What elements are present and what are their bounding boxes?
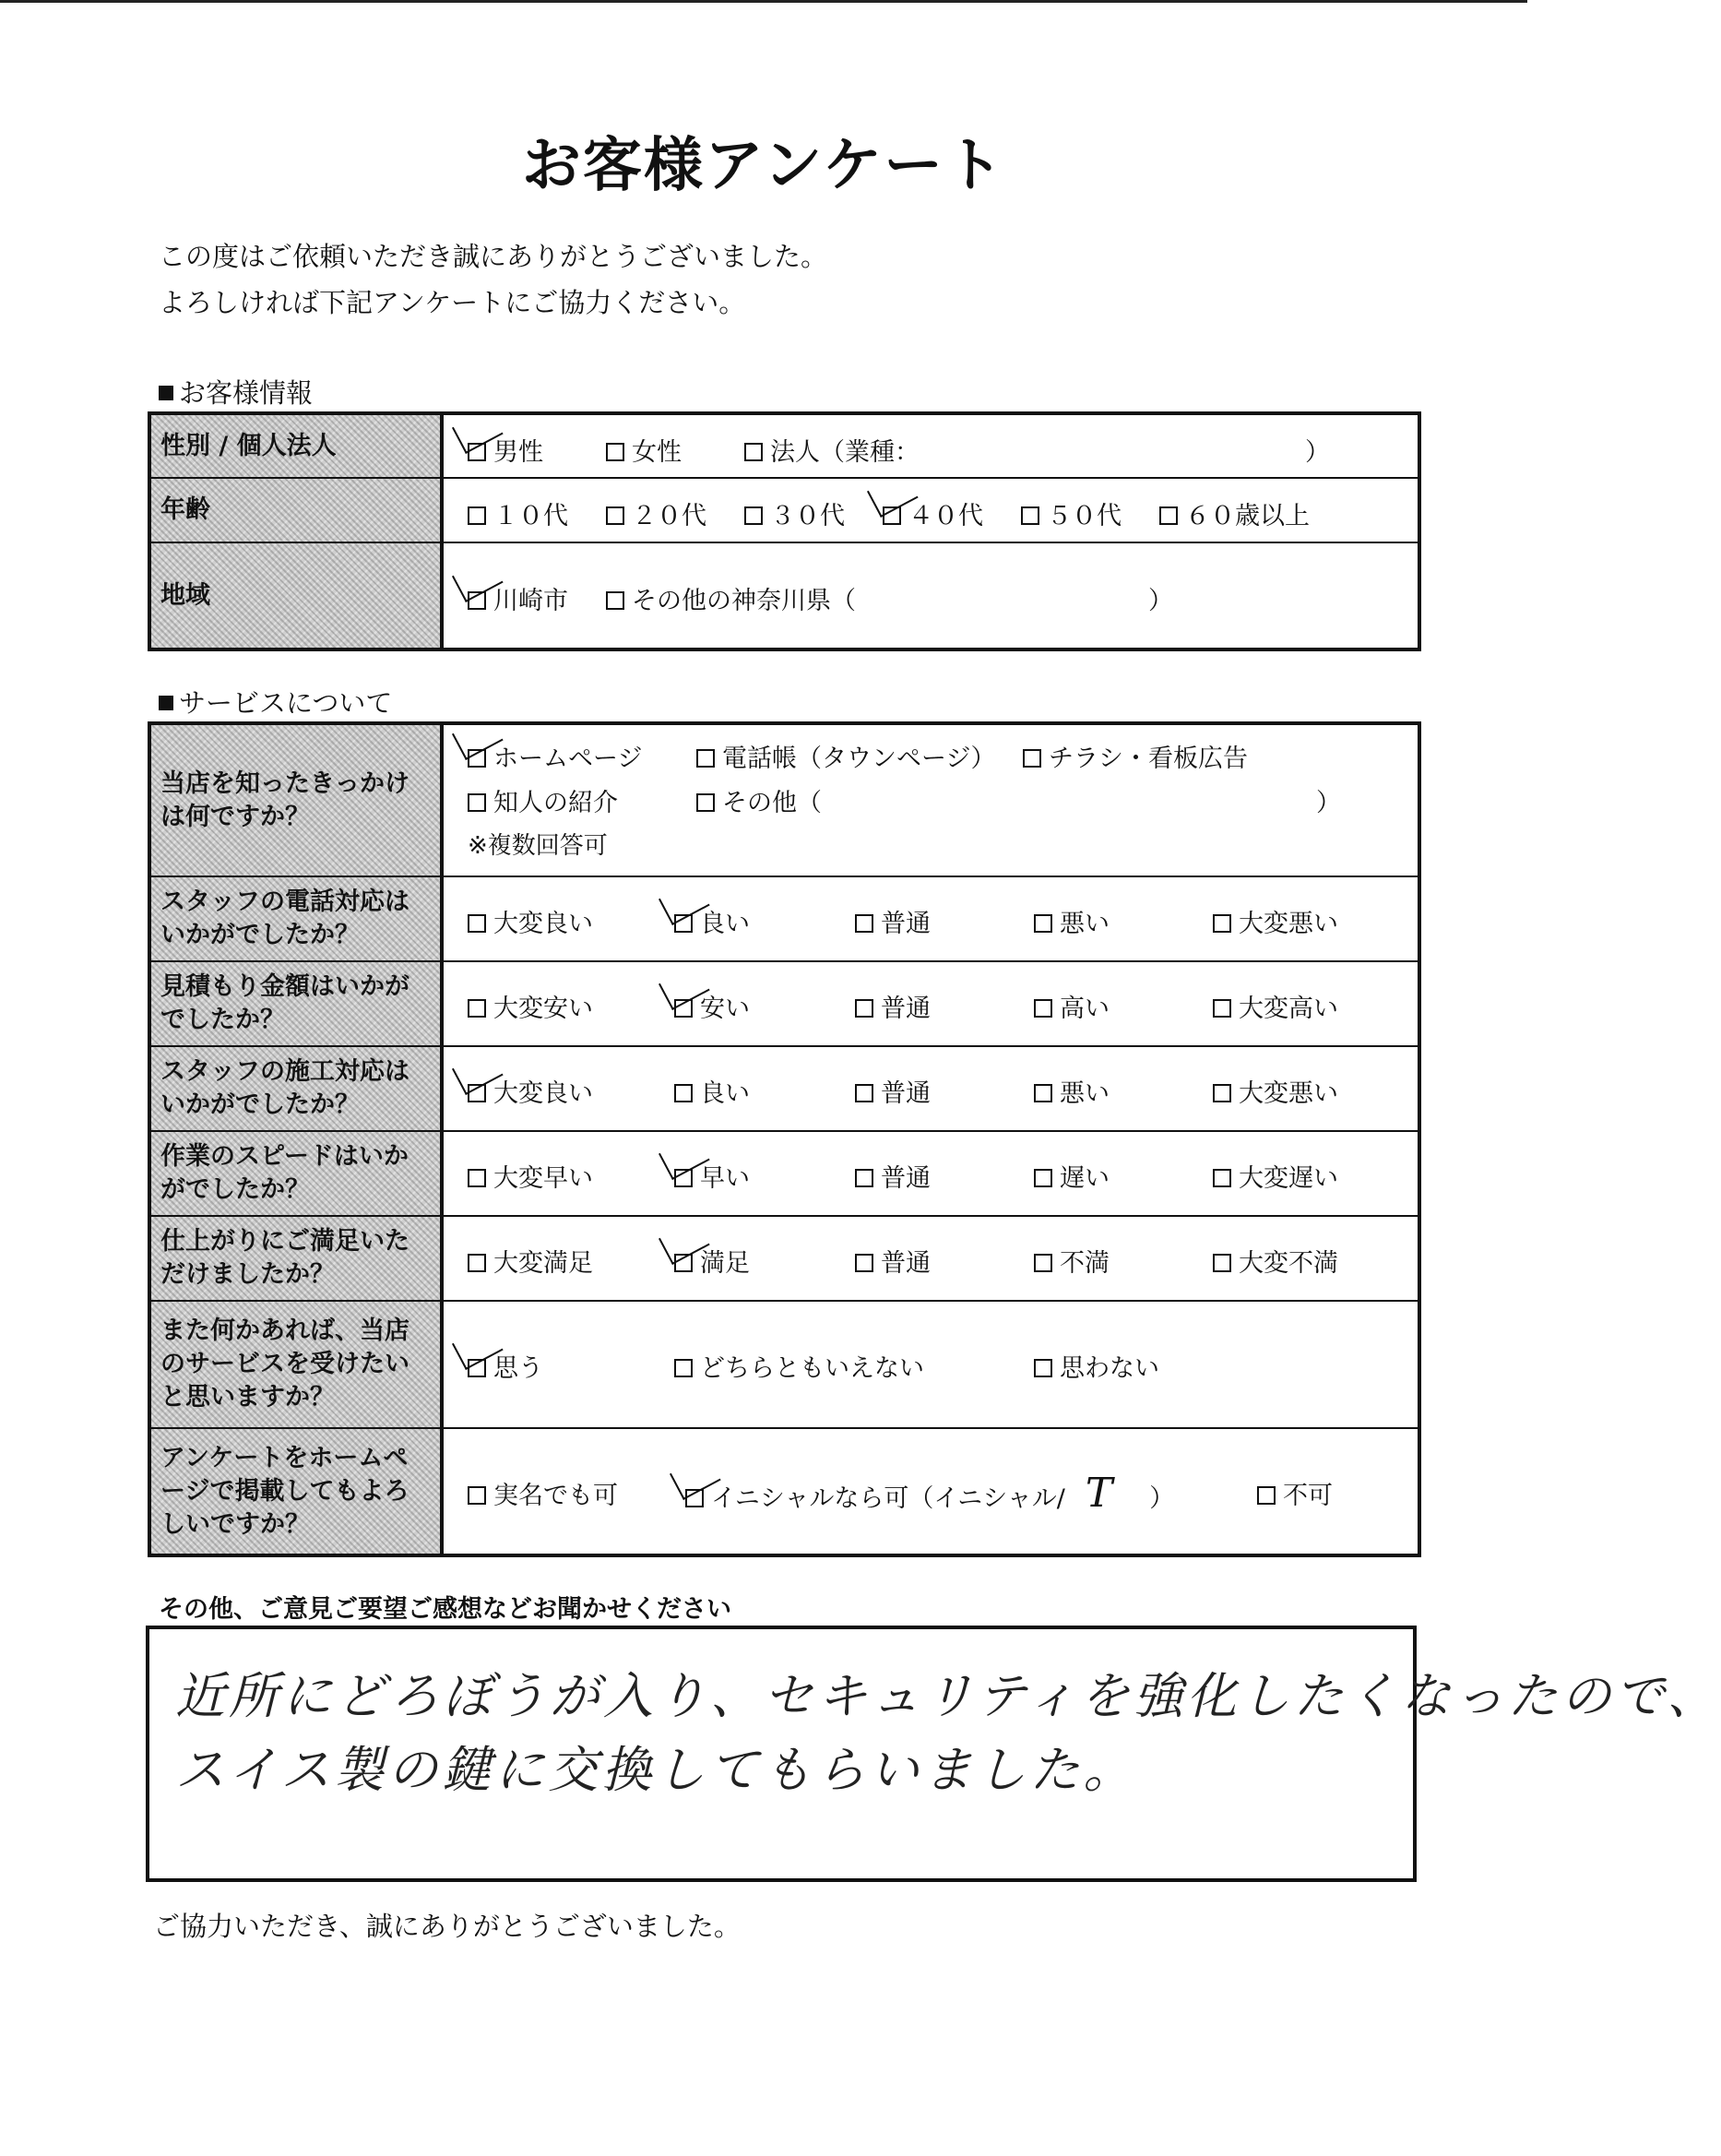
checkbox-icon[interactable] — [855, 999, 873, 1018]
page-title: お客様アンケート — [521, 132, 1006, 200]
option-other-kanagawa[interactable]: その他の神奈川県（ — [606, 580, 856, 616]
option-kawasaki[interactable]: 川崎市 — [468, 580, 568, 616]
options-q3 — [442, 961, 1419, 1046]
checkbox-checked-icon[interactable] — [468, 591, 486, 610]
intro-line-2: よろしければ下記アンケートにご協力ください。 — [159, 287, 746, 318]
option-slow[interactable]: 遅い — [1034, 1158, 1110, 1194]
option-corporate[interactable]: 法人（業種： — [744, 432, 920, 468]
checkbox-checked-icon[interactable] — [883, 506, 901, 525]
option-very-good[interactable]: 大変良い — [468, 1073, 593, 1109]
option-fast[interactable]: 早い — [674, 1158, 750, 1194]
option-very-good[interactable]: 大変良い — [468, 903, 593, 939]
option-age-20s[interactable]: ２０代 — [606, 495, 706, 531]
label-q7: また何かあれば、当店 のサービスを受けたい と思いますか？ — [149, 1301, 442, 1428]
label-q8: アンケートをホームペ ージで掲載してもよろ しいですか？ — [149, 1428, 442, 1555]
options-age — [442, 478, 1419, 542]
checkbox-icon[interactable] — [468, 1254, 486, 1272]
option-yes[interactable]: 思う — [468, 1348, 543, 1384]
option-referral[interactable]: 知人の紹介 — [468, 782, 618, 818]
label-q6: 仕上がりにご満足いた だけましたか？ — [149, 1216, 442, 1301]
comments-heading: その他、ご意見ご要望ご感想などお聞かせください — [159, 1595, 731, 1624]
checkbox-icon[interactable] — [468, 1169, 486, 1187]
checkbox-checked-icon[interactable] — [674, 999, 693, 1018]
option-very-expensive[interactable]: 大変高い — [1213, 988, 1338, 1024]
option-age-40s[interactable]: ４０代 — [883, 495, 983, 531]
checkbox-icon[interactable] — [744, 506, 763, 525]
label-q1: 当店を知ったきっかけ は何ですか？ — [149, 723, 442, 876]
checkbox-icon[interactable] — [468, 1486, 486, 1505]
option-normal[interactable]: 普通 — [855, 1158, 931, 1194]
option-dissatisfied[interactable]: 不満 — [1034, 1243, 1110, 1279]
option-neither[interactable]: どちらともいえない — [674, 1348, 924, 1384]
intro-line-1: この度はご依頼いただき誠にありがとうございました。 — [159, 241, 828, 272]
closing-paren: ） — [1148, 587, 1173, 615]
label-age: 年齢 — [149, 478, 442, 542]
option-normal[interactable]: 普通 — [855, 903, 931, 939]
section-heading-service — [159, 683, 392, 721]
options-q6 — [442, 1216, 1419, 1301]
row-q8 — [149, 1428, 1419, 1555]
label-q3: 見積もり金額はいかが でしたか？ — [149, 961, 442, 1046]
row-q7 — [149, 1301, 1419, 1428]
checkbox-icon[interactable] — [1034, 1359, 1052, 1377]
option-phonebook[interactable]: 電話帳（タウンページ） — [696, 738, 995, 774]
row-age — [149, 478, 1419, 542]
checkbox-icon[interactable] — [744, 443, 763, 461]
option-expensive[interactable]: 高い — [1034, 988, 1110, 1024]
checkbox-icon[interactable] — [606, 506, 624, 525]
options-q2 — [442, 876, 1419, 961]
comments-box[interactable] — [146, 1626, 1721, 1882]
checkbox-checked-icon[interactable] — [674, 914, 693, 933]
checkbox-icon[interactable] — [1213, 1084, 1231, 1102]
option-normal[interactable]: 普通 — [855, 988, 931, 1024]
row-q3 — [149, 961, 1419, 1046]
options-q8 — [442, 1428, 1419, 1555]
checkbox-icon[interactable] — [1213, 1169, 1231, 1187]
checkbox-icon[interactable] — [1034, 999, 1052, 1018]
option-female[interactable]: 女性 — [606, 432, 682, 468]
handwritten-comment-line-2: スイス製の鍵に交換してもらいました。 — [175, 1741, 1137, 1799]
closing-paren: ） — [1316, 789, 1341, 817]
row-region — [149, 542, 1419, 649]
checkbox-icon[interactable] — [606, 591, 624, 610]
section-heading-customer-info — [159, 373, 313, 411]
option-bad[interactable]: 悪い — [1034, 1073, 1110, 1109]
checkbox-icon[interactable] — [855, 1169, 873, 1187]
handwritten-initial: T — [1085, 1470, 1113, 1517]
option-very-fast[interactable]: 大変早い — [468, 1158, 593, 1194]
option-good[interactable]: 良い — [674, 1073, 750, 1109]
option-no[interactable]: 思わない — [1034, 1348, 1159, 1384]
checkbox-icon[interactable] — [606, 443, 624, 461]
row-gender — [149, 413, 1419, 478]
checkbox-icon[interactable] — [1213, 1254, 1231, 1272]
checkbox-icon[interactable] — [1159, 506, 1178, 525]
label-q2: スタッフの電話対応は いかがでしたか？ — [149, 876, 442, 961]
checkbox-icon[interactable] — [468, 914, 486, 933]
options-region — [442, 542, 1419, 649]
checkbox-icon[interactable] — [468, 999, 486, 1018]
closing-paren: ） — [1305, 438, 1330, 467]
options-gender — [442, 413, 1419, 478]
checkbox-icon[interactable] — [1034, 1084, 1052, 1102]
label-q4: スタッフの施工対応は いかがでしたか？ — [149, 1046, 442, 1131]
option-age-50s[interactable]: ５０代 — [1021, 495, 1122, 531]
label-q5: 作業のスピードはいか がでしたか？ — [149, 1131, 442, 1216]
checkbox-icon[interactable] — [1023, 749, 1041, 768]
option-very-cheap[interactable]: 大変安い — [468, 988, 593, 1024]
checkbox-icon[interactable] — [855, 1254, 873, 1272]
checkbox-icon[interactable] — [1213, 914, 1231, 933]
checkbox-checked-icon[interactable] — [685, 1489, 704, 1507]
checkbox-icon[interactable] — [855, 914, 873, 933]
checkbox-icon[interactable] — [674, 1359, 693, 1377]
option-satisfied[interactable]: 満足 — [674, 1243, 750, 1279]
checkbox-icon[interactable] — [696, 749, 715, 768]
option-very-bad[interactable]: 大変悪い — [1213, 1073, 1338, 1109]
handwritten-comment-line-1: 近所にどろぼうが入り、セキュリティを強化したくなったので、 — [175, 1667, 1721, 1725]
option-real-name[interactable]: 実名でも可 — [468, 1475, 618, 1511]
option-very-bad[interactable]: 大変悪い — [1213, 903, 1338, 939]
closing-thanks: ご協力いただき、誠にありがとうございました。 — [153, 1911, 741, 1942]
checkbox-icon[interactable] — [468, 793, 486, 812]
option-not-allowed[interactable]: 不可 — [1257, 1475, 1333, 1511]
checkbox-icon[interactable] — [1034, 914, 1052, 933]
option-age-30s[interactable]: ３０代 — [744, 495, 845, 531]
top-border-line — [0, 0, 1527, 3]
section-heading-text: お客様情報 — [179, 377, 314, 409]
row-q1 — [149, 723, 1419, 876]
row-q4 — [149, 1046, 1419, 1131]
option-very-dissatisfied[interactable]: 大変不満 — [1213, 1243, 1338, 1279]
option-initials[interactable]: イニシャルなら可（イニシャル/ T ） — [685, 1470, 1174, 1517]
option-other[interactable]: その他（ — [696, 782, 822, 818]
square-bullet-icon — [159, 696, 173, 710]
checkbox-icon[interactable] — [1034, 1169, 1052, 1187]
option-normal[interactable]: 普通 — [855, 1073, 931, 1109]
checkbox-checked-icon[interactable] — [468, 1084, 486, 1102]
option-age-60plus[interactable]: ６０歳以上 — [1159, 495, 1310, 531]
checkbox-checked-icon[interactable] — [468, 749, 486, 768]
checkbox-icon[interactable] — [696, 793, 715, 812]
option-normal[interactable]: 普通 — [855, 1243, 931, 1279]
option-age-10s[interactable]: １０代 — [468, 495, 568, 531]
checkbox-icon[interactable] — [468, 506, 486, 525]
option-homepage[interactable]: ホームページ — [468, 738, 642, 774]
option-male[interactable]: 男性 — [468, 432, 543, 468]
checkbox-icon[interactable] — [674, 1084, 693, 1102]
checkbox-icon[interactable] — [855, 1084, 873, 1102]
row-q6 — [149, 1216, 1419, 1301]
checkbox-icon[interactable] — [1034, 1254, 1052, 1272]
option-bad[interactable]: 悪い — [1034, 903, 1110, 939]
option-good[interactable]: 良い — [674, 903, 750, 939]
option-very-satisfied[interactable]: 大変満足 — [468, 1243, 593, 1279]
checkbox-icon[interactable] — [1021, 506, 1039, 525]
option-cheap[interactable]: 安い — [674, 988, 750, 1024]
label-gender: 性別 / 個人法人 — [149, 413, 442, 478]
option-very-slow[interactable]: 大変遅い — [1213, 1158, 1338, 1194]
row-q5 — [149, 1131, 1419, 1216]
checkbox-checked-icon[interactable] — [674, 1254, 693, 1272]
multiple-answers-note: ※複数回答可 — [468, 832, 608, 860]
row-q2 — [149, 876, 1419, 961]
options-q5 — [442, 1131, 1419, 1216]
service-table — [148, 721, 1421, 1557]
section-heading-text: サービスについて — [179, 687, 393, 719]
label-region: 地域 — [149, 542, 442, 649]
options-q1 — [442, 723, 1419, 876]
checkbox-checked-icon[interactable] — [468, 443, 486, 461]
options-q7 — [442, 1301, 1419, 1428]
customer-info-table — [148, 411, 1421, 651]
square-bullet-icon — [159, 386, 173, 400]
option-flyer[interactable]: チラシ・看板広告 — [1023, 738, 1248, 774]
checkbox-icon[interactable] — [1257, 1486, 1276, 1505]
checkbox-checked-icon[interactable] — [674, 1169, 693, 1187]
options-q4 — [442, 1046, 1419, 1131]
checkbox-checked-icon[interactable] — [468, 1359, 486, 1377]
checkbox-icon[interactable] — [1213, 999, 1231, 1018]
